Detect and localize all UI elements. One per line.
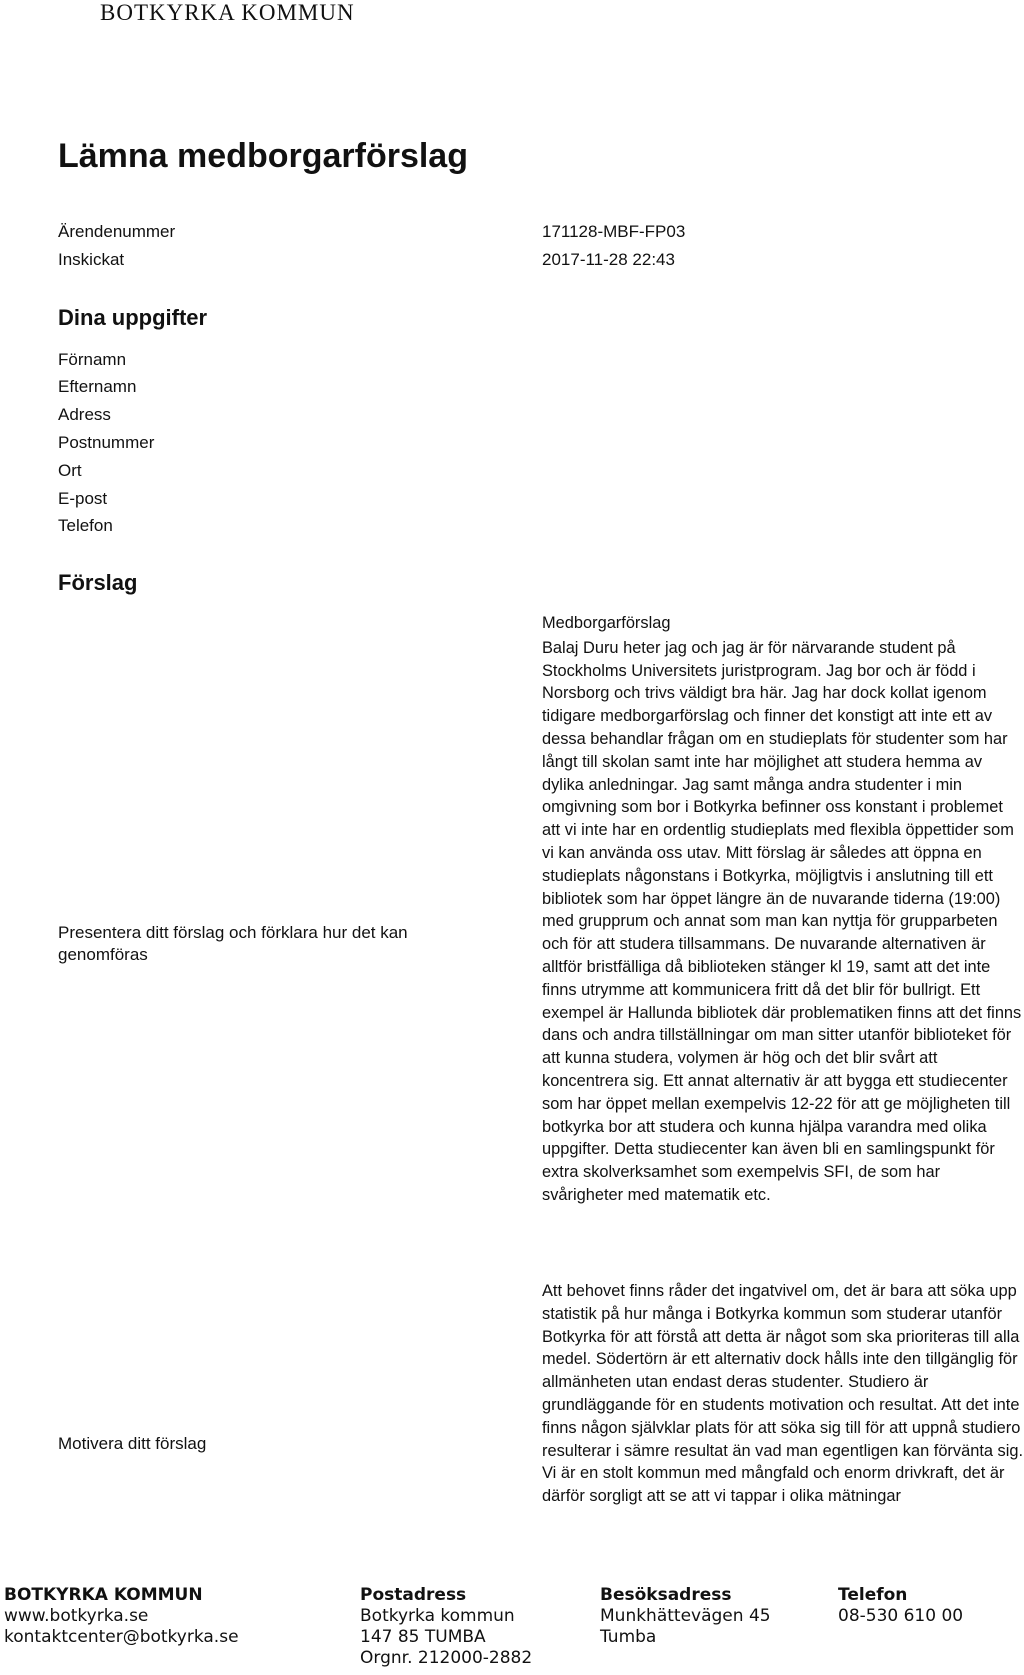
form-title: Lämna medborgarförslag	[58, 137, 468, 175]
personal-heading: Dina uppgifter	[58, 305, 208, 330]
footer-postal-line: Orgnr. 212000-2882	[360, 1648, 533, 1668]
case-number-value: 171128-MBF-FP03	[542, 222, 686, 241]
field-label-city: Ort	[58, 461, 82, 480]
field-label-postcode: Postnummer	[58, 433, 155, 452]
field-label-last-name: Efternamn	[58, 377, 137, 396]
present-proposal-paragraph: Balaj Duru heter jag och jag är för närvarande student på Stockholms Universitets juristprogram. Jag bor och är född i Norsborg och trivs väldigt bra här. Jag har dock kollat igenom tidigare medborgarförslag och finner det konstigt att inte ett av dessa behandlar frågan om en studieplats för studenter som har långt till skolan samt inte har möjlighet att studera hemma av dylika anledningar. Jag samt många andra studenter i min omgivning som bor i Botkyrka befinner oss konstant i problemet att vi inte har en ordentlig studieplats med flexibla öppettider som vi kan använda oss utav. Mitt förslag är således att öppna en studieplats någonstans i Botkyrka, möjligtvis i anslutning till ett bibliotek som har öppet längre än de nuvarande tiderna (19:00) med grupprum och annat som man kan nyttja för grupparbeten och för att studera tillsammans. De nuvarande alternativen är alltför bristfälliga då biblioteken stänger kl 19, samt att det inte finns utrymme att kommunicera fritt då det blir för bullrigt. Ett exempel är Hallunda bibliotek där problematiken finns att det finns dans och andra tillställningar om man sitter utanför biblioteket för att kunna studera, volymen är hög och det blir svårt att koncentrera sig. Ett annat alternativ är att bygga ett studiecenter som har öppet mellan exempelvis 12-22 för att ge möjligheten till botkyrka bor att studera och kunna hjälpa varandra med olika uppgifter. Detta studiecenter kan även bli en samlingspunkt för extra skolverksamhet som exempelvis SFI, de som har svårigheter med matematik etc.	[542, 638, 1022, 1204]
motivate-proposal-label: Motivera ditt förslag	[58, 1434, 207, 1453]
motivate-proposal-paragraph: Att behovet finns råder det ingatvivel om, det är bara att söka upp statistik på hur många i Botkyrka kommun som studerar utanför Botkyrka för att förstå att detta är något som ska prioriteras till alla medel. Södertörn är ett alternativ dock hålls inte den tillgänglig för allmänheten utan endast deras studenter. Studiero är grundläggande för en students motivation och resultat. Att det inte finns någon självklar plats för att söka sig till för att uppnå studiero resulterar i sämre resultat än vad man egentligen kan förvänta sig.	[542, 1282, 1024, 1460]
motivate-proposal-paragraph: Vi är en stolt kommun med mångfald och enorm drivkraft, det är därför sorgligt att se att vi tappar i olika mätningar	[542, 1464, 1005, 1506]
case-number-label: Ärendenummer	[58, 222, 176, 241]
footer-website-link[interactable]: www.botkyrka.se	[4, 1606, 149, 1626]
header-brand: BOTKYRKA KOMMUN	[100, 0, 355, 25]
footer-email-link[interactable]: kontaktcenter@botkyrka.se	[4, 1627, 239, 1647]
footer-org-name: BOTKYRKA KOMMUN	[4, 1585, 203, 1605]
footer-postal-heading: Postadress	[360, 1585, 467, 1605]
footer-org	[4, 1585, 239, 1648]
footer-visit-line: Munkhättevägen 45	[600, 1606, 771, 1626]
footer-postal-line: 147 85 TUMBA	[360, 1627, 486, 1647]
present-proposal-paragraph: Medborgarförslag	[542, 614, 671, 632]
footer-visit	[600, 1585, 771, 1648]
footer-visit-line: Tumba	[600, 1627, 657, 1647]
footer-phone-heading: Telefon	[838, 1585, 908, 1605]
footer-postal-line: Botkyrka kommun	[360, 1606, 515, 1626]
submitted-value: 2017-11-28 22:43	[542, 250, 675, 269]
field-label-address: Adress	[58, 405, 111, 424]
field-label-first-name: Förnamn	[58, 350, 127, 369]
footer-phone-value: 08-530 610 00	[838, 1606, 964, 1626]
present-proposal-label: Presentera ditt förslag och förklara hur det kan genomföras	[58, 923, 408, 964]
motivate-proposal-text	[542, 1280, 1024, 1508]
field-label-phone: Telefon	[58, 516, 113, 535]
proposal-heading: Förslag	[58, 570, 138, 595]
footer-visit-heading: Besöksadress	[600, 1585, 732, 1605]
footer-phone	[838, 1585, 963, 1627]
present-proposal-text	[542, 612, 1024, 1209]
submitted-label: Inskickat	[58, 250, 125, 269]
field-label-email: E-post	[58, 489, 108, 508]
footer-postal	[360, 1585, 532, 1669]
